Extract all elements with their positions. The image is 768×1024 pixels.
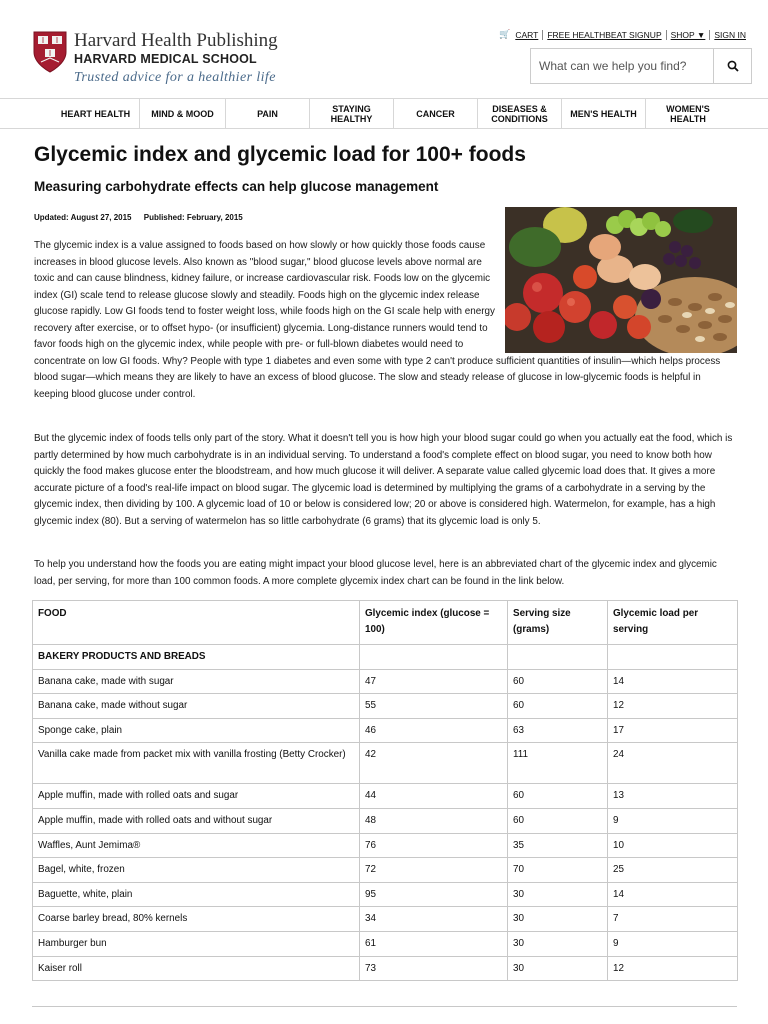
updated-date: Updated: August 27, 2015 xyxy=(34,213,132,222)
glycemic-index-value: 42 xyxy=(360,743,508,784)
article-subtitle: Measuring carbohydrate effects can help glucose management xyxy=(34,179,439,194)
published-date: Published: February, 2015 xyxy=(143,213,243,222)
table-row xyxy=(33,882,738,907)
serving-size-value: 70 xyxy=(508,858,608,883)
serving-size-value: 60 xyxy=(508,669,608,694)
glycemic-index-value: 34 xyxy=(360,907,508,932)
sign-in-link[interactable]: SIGN IN xyxy=(714,29,746,40)
healthbeat-signup-link[interactable]: FREE HEALTHBEAT SIGNUP xyxy=(547,29,662,40)
nav-mens-health[interactable]: MEN'S HEALTH xyxy=(562,99,646,128)
section-label: BAKERY PRODUCTS AND BREADS xyxy=(33,645,360,670)
glycemic-load-paragraph: But the glycemic index of foods tells only part of the story. What it doesn't tell you is how high your blood sugar could go when you actually eat the food, which is partly determined by how much carbohydrate is in an individual serving. To understand a food's complete effect on blood sugar, you need to know both how quickly the food makes glucose enter the bloodstream, and how much glucose it will deliver. A separate value called glycemic load does that. It gives a more accurate picture of a food's real-life impact on blood sugar. The glycemic load is determined by multiplying the grams of a carbohydrate in a serving by the glycemic index, then dividing by 100. A glycemic load of 10 or below is considered low; 20 or above is considered high. Watermelon, for example, has a high glycemic index (80). But a serving of watermelon has so little carbohydrate (6 grams) that its glycemic load is only 5. xyxy=(34,433,733,527)
bottom-divider xyxy=(32,1006,737,1007)
harvard-shield-icon xyxy=(32,30,68,74)
site-header xyxy=(0,0,768,98)
nav-womens-health[interactable]: WOMEN'S HEALTH xyxy=(666,103,710,124)
empty-cell xyxy=(608,645,738,670)
intro-paragraph xyxy=(34,238,738,403)
table-row xyxy=(33,808,738,833)
serving-size-value: 60 xyxy=(508,808,608,833)
nav-staying-healthy[interactable]: STAYING HEALTHY xyxy=(310,99,394,128)
table-row xyxy=(33,784,738,809)
logo-tagline: Trusted advice for a healthier life xyxy=(74,70,276,85)
food-name: Waffles, Aunt Jemima® xyxy=(33,833,360,858)
empty-cell xyxy=(508,645,608,670)
harvard-logo[interactable] xyxy=(32,28,302,90)
food-name: Baguette, white, plain xyxy=(33,882,360,907)
glycemic-load-value: 10 xyxy=(608,833,738,858)
utility-links xyxy=(499,29,750,40)
table-row xyxy=(33,956,738,981)
glycemic-load-value: 14 xyxy=(608,669,738,694)
glycemic-index-value: 73 xyxy=(360,956,508,981)
search-input[interactable] xyxy=(531,49,713,83)
col-header-food: FOOD xyxy=(33,601,360,645)
article-dates xyxy=(34,213,253,222)
glycemic-load-value: 24 xyxy=(608,743,738,784)
nav-heart-health[interactable]: HEART HEALTH xyxy=(52,99,140,128)
table-row xyxy=(33,694,738,719)
serving-size-value: 30 xyxy=(508,907,608,932)
food-name: Apple muffin, made with rolled oats and without sugar xyxy=(33,808,360,833)
table-row xyxy=(33,858,738,883)
table-row xyxy=(33,669,738,694)
shop-menu[interactable]: SHOP ▼ xyxy=(670,29,706,40)
cart-link[interactable]: CART xyxy=(515,29,539,40)
food-name: Coarse barley bread, 80% kernels xyxy=(33,907,360,932)
glycemic-index-value: 95 xyxy=(360,882,508,907)
glycemic-load-value: 13 xyxy=(608,784,738,809)
serving-size-value: 30 xyxy=(508,882,608,907)
glycemic-index-value: 55 xyxy=(360,694,508,719)
glycemic-load-value: 12 xyxy=(608,956,738,981)
nav-pain[interactable]: PAIN xyxy=(226,99,310,128)
glycemic-load-value: 9 xyxy=(608,808,738,833)
glycemic-load-value: 7 xyxy=(608,907,738,932)
food-name: Kaiser roll xyxy=(33,956,360,981)
search-button[interactable] xyxy=(713,49,751,83)
serving-size-value: 30 xyxy=(508,956,608,981)
nav-diseases-conditions[interactable]: DISEASES & CONDITIONS xyxy=(478,99,562,128)
col-header-serving-size: Serving size (grams) xyxy=(508,601,608,645)
food-name: Bagel, white, frozen xyxy=(33,858,360,883)
intro-paragraph-continued: concentrate on low GI foods. Why? People with type 1 diabetes and even some with type 2 can't produce sufficient quantities of insulin—which helps process blood sugar—which means they are likely to have an excess of blood glucose. The slow and steady release of glucose in low-glycemic foods is helpful in keeping blood glucose under control. xyxy=(34,355,721,400)
glycemic-load-value: 12 xyxy=(608,694,738,719)
serving-size-value: 35 xyxy=(508,833,608,858)
serving-size-value: 111 xyxy=(508,743,608,784)
col-header-glycemic-load: Glycemic load per serving xyxy=(608,601,738,645)
glycemic-index-value: 76 xyxy=(360,833,508,858)
table-row xyxy=(33,743,738,784)
food-name: Banana cake, made with sugar xyxy=(33,669,360,694)
glycemic-load-value: 14 xyxy=(608,882,738,907)
intro-paragraph-wrapped: The glycemic index is a value assigned to foods based on how slowly or how quickly those foods cause increases in blood glucose levels. Also known as "blood sugar," blood glucose levels above normal are toxic and can cause blindness, kidney failure, or increase cardiovascular risk. Foods low on the glycemic index (GI) scale tend to release glucose slowly and steadily. Foods high on the glycemic index release glucose rapidly. Low GI foods tend to foster weight loss, while foods high on the GI scale help with energy recovery after exercise, or to offset hypo- (or insufficient) glycemia. Long-distance runners would tend to favor foods high on the glycemic index, while people with pre- or full-blown diabetes would need to xyxy=(34,240,495,350)
table-header-row xyxy=(33,601,738,645)
glycemic-index-value: 48 xyxy=(360,808,508,833)
glycemic-load-value: 17 xyxy=(608,718,738,743)
glycemic-load-value: 9 xyxy=(608,931,738,956)
glycemic-table-wrap xyxy=(32,600,737,981)
glycemic-load-value: 25 xyxy=(608,858,738,883)
glycemic-index-value: 61 xyxy=(360,931,508,956)
nav-cancer[interactable]: CANCER xyxy=(394,99,478,128)
logo-school: HARVARD MEDICAL SCHOOL xyxy=(74,52,257,66)
serving-size-value: 60 xyxy=(508,694,608,719)
search-icon xyxy=(727,60,739,72)
glycemic-index-value: 72 xyxy=(360,858,508,883)
food-name: Hamburger bun xyxy=(33,931,360,956)
col-header-glycemic-index: Glycemic index (glucose = 100) xyxy=(360,601,508,645)
serving-size-value: 30 xyxy=(508,931,608,956)
food-name: Sponge cake, plain xyxy=(33,718,360,743)
food-name: Apple muffin, made with rolled oats and sugar xyxy=(33,784,360,809)
empty-cell xyxy=(360,645,508,670)
serving-size-value: 63 xyxy=(508,718,608,743)
glycemic-table xyxy=(32,600,738,981)
serving-size-value: 60 xyxy=(508,784,608,809)
table-row xyxy=(33,931,738,956)
nav-mind-mood[interactable]: MIND & MOOD xyxy=(140,99,226,128)
search-box xyxy=(530,48,752,84)
cart-icon[interactable]: 🛒 xyxy=(499,29,511,39)
glycemic-index-value: 44 xyxy=(360,784,508,809)
table-row xyxy=(33,718,738,743)
section-row xyxy=(33,645,738,670)
article-title: Glycemic index and glycemic load for 100+ foods xyxy=(34,143,526,166)
main-nav xyxy=(0,98,768,129)
glycemic-index-value: 47 xyxy=(360,669,508,694)
chart-intro-paragraph: To help you understand how the foods you are eating might impact your blood glucose level, here is an abbreviated chart of the glycemic index and glycemic load, per serving, for more than 100 common foods. A more complete glycemix index chart can be found in the link below. xyxy=(34,559,717,587)
food-name: Banana cake, made without sugar xyxy=(33,694,360,719)
glycemic-index-value: 46 xyxy=(360,718,508,743)
food-name: Vanilla cake made from packet mix with vanilla frosting (Betty Crocker) xyxy=(33,743,360,784)
table-row xyxy=(33,833,738,858)
logo-title: Harvard Health Publishing xyxy=(74,30,278,51)
table-row xyxy=(33,907,738,932)
